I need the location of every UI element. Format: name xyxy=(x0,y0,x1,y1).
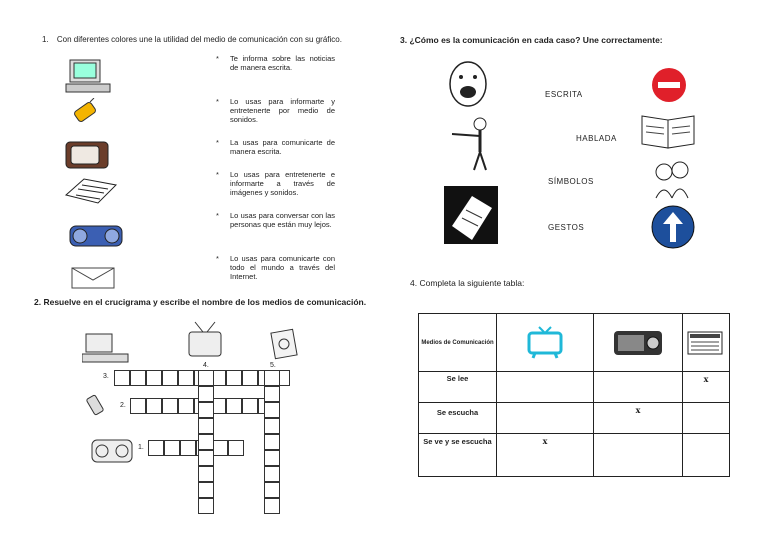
crossword-cell[interactable] xyxy=(198,434,214,450)
crossword-cell[interactable] xyxy=(178,398,194,414)
crossword-cell[interactable] xyxy=(264,482,280,498)
mark-cell[interactable] xyxy=(594,372,683,403)
crossword-cell[interactable] xyxy=(198,466,214,482)
table-row xyxy=(419,403,730,434)
straight-arrow-sign-icon xyxy=(650,204,696,250)
crossword-cell[interactable] xyxy=(198,418,214,434)
newspaper-icon xyxy=(686,328,726,356)
media-table xyxy=(418,313,730,477)
radio-icon xyxy=(612,327,664,357)
q2-title: 2. Resuelve en el crucigrama y escribe el nombre de los medios de comunicación. xyxy=(34,297,367,307)
q1-item-3: * La usas para comunicarte de manera escrita. xyxy=(230,138,335,156)
mark-cell[interactable] xyxy=(683,434,730,477)
cellphone-icon xyxy=(70,98,102,128)
crossword-cell[interactable] xyxy=(148,440,164,456)
mark-cell[interactable] xyxy=(497,372,594,403)
computer-icon xyxy=(64,58,112,94)
table-header-radio xyxy=(594,314,683,372)
crossword-cell[interactable] xyxy=(198,498,214,514)
word-escrita: ESCRITA xyxy=(545,90,583,99)
crossword-cell[interactable] xyxy=(162,398,178,414)
mark-cell[interactable]: x xyxy=(594,403,683,434)
newspaper-photo-image xyxy=(444,186,498,244)
q1-item-2: * Lo usas para informarte y entretenerte por medio de sonidos. xyxy=(230,97,335,124)
q1-number: 1. xyxy=(42,35,49,44)
word-simbolos: SÍMBOLOS xyxy=(548,177,594,186)
crossword-cell[interactable] xyxy=(180,440,196,456)
crossword-cell[interactable] xyxy=(264,450,280,466)
crossword-cell[interactable] xyxy=(264,466,280,482)
crossword-cell[interactable] xyxy=(198,482,214,498)
crossword-cell[interactable] xyxy=(198,402,214,418)
crossword-cell[interactable] xyxy=(130,398,146,414)
crossword-cell[interactable] xyxy=(226,370,242,386)
crossword-number-5: 5. xyxy=(270,362,276,369)
crossword-cell[interactable] xyxy=(264,434,280,450)
crossword-number-1: 1. xyxy=(138,444,144,451)
crossword-cell[interactable] xyxy=(242,370,258,386)
mark-cell[interactable] xyxy=(594,434,683,477)
mark-cell[interactable] xyxy=(683,403,730,434)
crossword-cell[interactable] xyxy=(212,440,228,456)
radio-icon xyxy=(64,220,128,250)
whisper-people-icon xyxy=(652,158,692,200)
crossword-cell[interactable] xyxy=(226,398,242,414)
open-book-icon xyxy=(640,110,696,150)
crossword-cell[interactable] xyxy=(228,440,244,456)
no-entry-sign-icon xyxy=(650,66,688,104)
crossword-cell[interactable] xyxy=(114,370,130,386)
crossword-cell[interactable] xyxy=(264,370,280,386)
crossword-cell[interactable] xyxy=(198,450,214,466)
crossword-cell[interactable] xyxy=(130,370,146,386)
table-header-newspaper xyxy=(683,314,730,372)
television-icon xyxy=(64,140,110,170)
crossword-phone-icon xyxy=(84,392,112,418)
q1-item-5: * Lo usas para conversar con las personas que están muy lejos. xyxy=(230,211,335,229)
crossword-cell[interactable] xyxy=(146,398,162,414)
crossword-number-3: 3. xyxy=(103,373,109,380)
q3-title: 3. ¿Cómo es la comunicación en cada caso? Une correctamente: xyxy=(400,35,663,45)
crossword-cell[interactable] xyxy=(264,386,280,402)
row-label: Se lee xyxy=(419,372,497,403)
table-row xyxy=(419,434,730,477)
row-label: Se ve y se escucha xyxy=(419,434,497,477)
crossword-computer-icon xyxy=(82,332,132,364)
q1-item-4: * Lo usas para entretenerte e informarte a través de imágenes y sonidos. xyxy=(230,170,335,197)
crossword-tv-icon xyxy=(185,320,225,360)
crossword-cell[interactable] xyxy=(264,402,280,418)
crossword-number-2: 2. xyxy=(120,402,126,409)
envelope-icon xyxy=(70,266,116,290)
mark-cell[interactable]: x xyxy=(683,372,730,403)
shouting-face-image xyxy=(446,60,492,110)
q1-title xyxy=(42,35,342,45)
crossword-cell[interactable] xyxy=(242,398,258,414)
crossword-cell[interactable] xyxy=(264,418,280,434)
mark-cell[interactable]: x xyxy=(497,434,594,477)
crossword-newspaper-icon xyxy=(270,328,298,360)
police-gesture-image xyxy=(448,116,504,172)
word-hablada: HABLADA xyxy=(576,134,617,143)
newspaper-icon xyxy=(64,175,120,205)
word-gestos: GESTOS xyxy=(548,223,585,232)
q1-item-6: * Lo usas para comunicarte con todo el mundo a través del Internet. xyxy=(230,254,335,281)
q4-title: 4. Completa la siguiente tabla: xyxy=(410,278,525,288)
crossword-cell[interactable] xyxy=(264,498,280,514)
crossword-cell[interactable] xyxy=(198,386,214,402)
table-header-media: Medios de Comunicación xyxy=(419,314,497,372)
crossword-number-4: 4. xyxy=(203,362,209,369)
tv-icon xyxy=(525,325,565,359)
crossword-cell[interactable] xyxy=(146,370,162,386)
crossword-cell[interactable] xyxy=(162,370,178,386)
q1-item-1: * Te informa sobre las noticias de manera escrita. xyxy=(230,54,335,72)
crossword-cell[interactable] xyxy=(178,370,194,386)
row-label: Se escucha xyxy=(419,403,497,434)
crossword-cell[interactable] xyxy=(198,370,214,386)
crossword-cell[interactable] xyxy=(164,440,180,456)
mark-cell[interactable] xyxy=(497,403,594,434)
table-header-tv xyxy=(497,314,594,372)
table-row xyxy=(419,372,730,403)
q1-instruction: Con diferentes colores une la utilidad del medio de comunicación con su gráfico. xyxy=(56,35,342,44)
crossword-radio-icon xyxy=(90,432,134,464)
